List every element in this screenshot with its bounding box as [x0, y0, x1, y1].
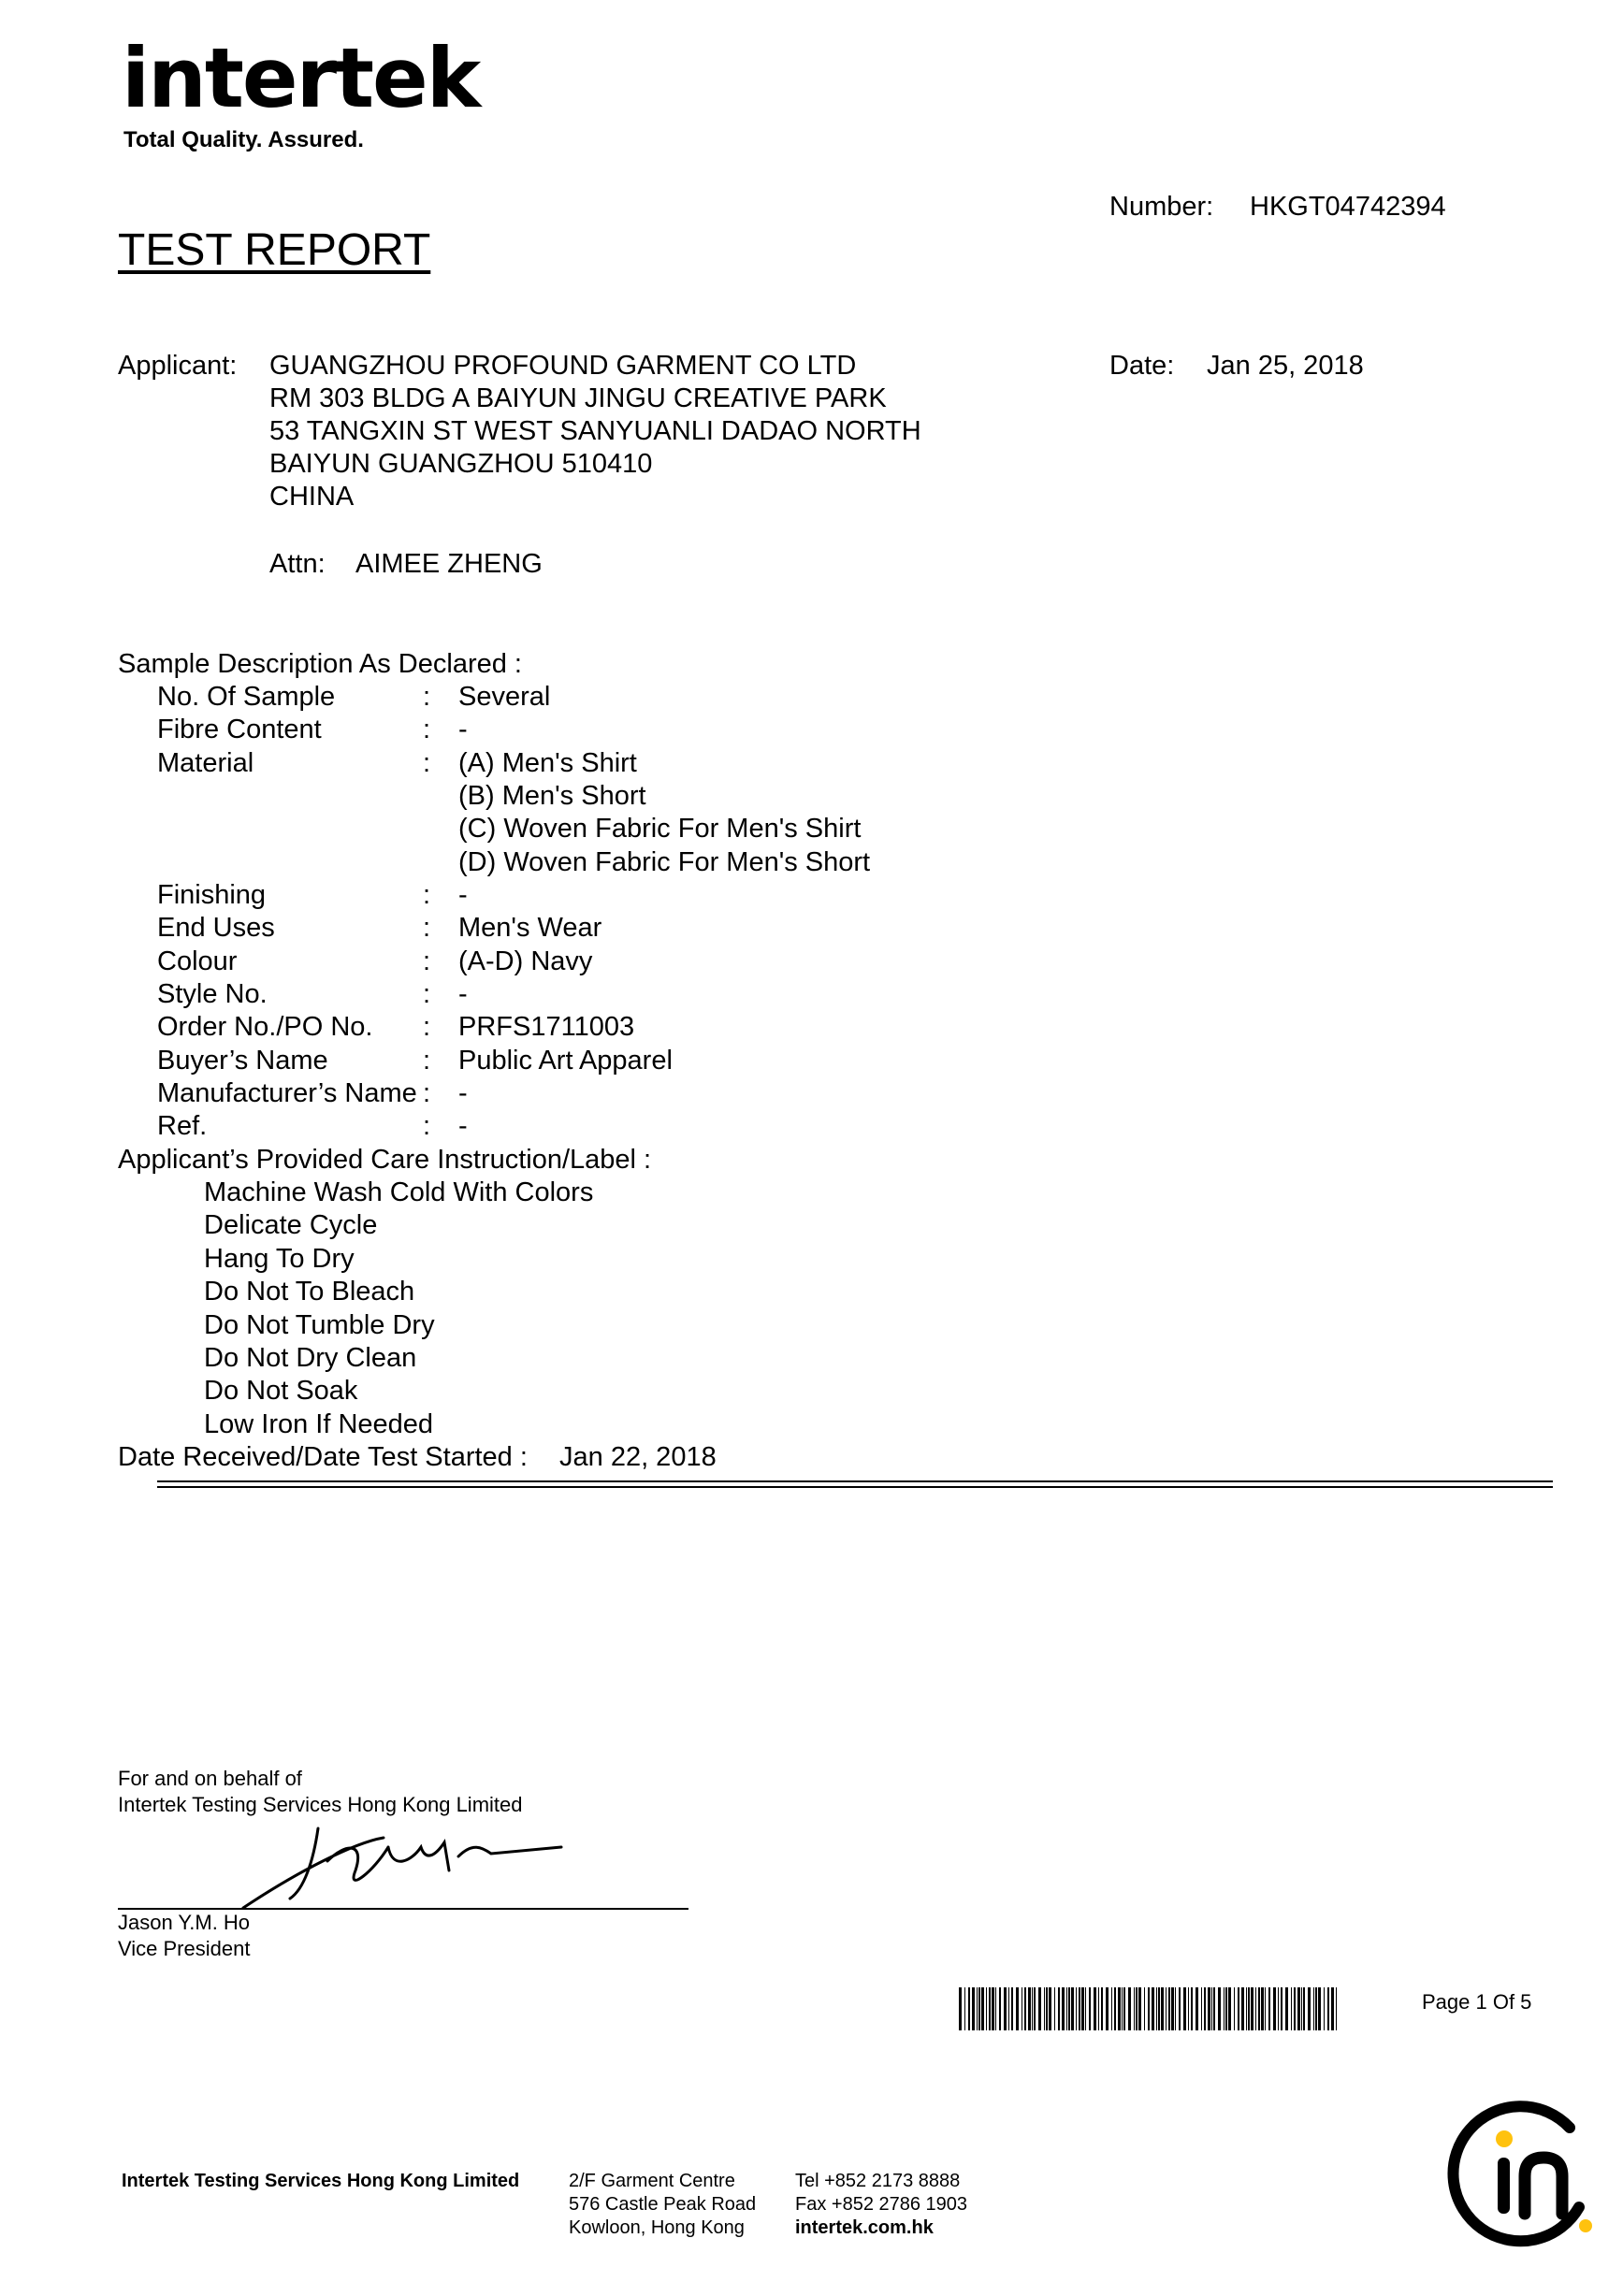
sample-value: (C) Woven Fabric For Men's Shirt	[458, 814, 862, 844]
date-received-label: Date Received/Date Test Started :	[118, 1442, 528, 1472]
intertek-logo: intertek	[122, 30, 480, 126]
footer-tel: Tel +852 2173 8888	[795, 2171, 961, 2191]
sample-label: Manufacturer’s Name	[157, 1078, 417, 1108]
sample-value: (A) Men's Shirt	[458, 748, 637, 778]
footer-web: intertek.com.hk	[795, 2217, 934, 2238]
footer-address-line: Kowloon, Hong Kong	[569, 2217, 745, 2238]
divider	[157, 1480, 1553, 1482]
sample-label: Buyer’s Name	[157, 1046, 328, 1076]
sample-value: Men's Wear	[458, 913, 602, 943]
sample-label: Fibre Content	[157, 715, 322, 744]
sample-value: -	[458, 979, 468, 1009]
emblem-dot	[1579, 2219, 1592, 2232]
date-received-value: Jan 22, 2018	[559, 1442, 717, 1472]
emblem-dot	[1496, 2130, 1513, 2147]
footer-company: Intertek Testing Services Hong Kong Limited	[122, 2171, 520, 2191]
care-item: Machine Wash Cold With Colors	[204, 1177, 594, 1207]
sample-value: -	[458, 1078, 468, 1108]
sample-value: Several	[458, 682, 551, 712]
attn-label: Attn:	[269, 549, 326, 579]
sample-heading: Sample Description As Declared :	[118, 649, 522, 679]
sample-label: Material	[157, 748, 254, 778]
care-item: Hang To Dry	[204, 1244, 355, 1274]
care-item: Low Iron If Needed	[204, 1409, 434, 1439]
care-item: Do Not Dry Clean	[204, 1343, 417, 1373]
care-item: Do Not Tumble Dry	[204, 1310, 435, 1340]
barcode-image	[959, 1987, 1342, 2030]
applicant-address	[269, 350, 921, 513]
sample-label: Ref.	[157, 1111, 208, 1141]
care-heading: Applicant’s Provided Care Instruction/Label :	[118, 1145, 652, 1175]
applicant-line: CHINA	[269, 482, 355, 512]
behalf-company: Intertek Testing Services Hong Kong Limited	[118, 1793, 523, 1816]
applicant-line: 53 TANGXIN ST WEST SANYUANLI DADAO NORTH	[269, 416, 921, 446]
sample-label: No. Of Sample	[157, 682, 336, 712]
applicant-line: RM 303 BLDG A BAIYUN JINGU CREATIVE PARK	[269, 383, 887, 413]
footer-contact	[795, 2170, 967, 2240]
sample-label: End Uses	[157, 913, 275, 943]
sample-label: Order No./PO No.	[157, 1012, 373, 1042]
applicant-label: Applicant:	[118, 351, 238, 381]
sample-value: (A-D) Navy	[458, 946, 593, 976]
signature-image	[225, 1805, 571, 1917]
date-label: Date:	[1109, 351, 1175, 381]
sample-value: (D) Woven Fabric For Men's Short	[458, 847, 871, 877]
sample-value: (B) Men's Short	[458, 781, 646, 811]
sample-label: Style No.	[157, 979, 268, 1009]
sample-value: PRFS1711003	[458, 1012, 635, 1042]
intertek-emblem-icon	[1439, 2090, 1598, 2249]
sample-value: -	[458, 880, 468, 910]
divider	[157, 1486, 1553, 1488]
signatory-name: Jason Y.M. Ho	[118, 1911, 251, 1934]
care-item: Do Not To Bleach	[204, 1277, 415, 1307]
applicant-line: BAIYUN GUANGZHOU 510410	[269, 449, 653, 479]
sample-value: -	[458, 1111, 468, 1141]
care-item: Delicate Cycle	[204, 1210, 378, 1240]
attn-value: AIMEE ZHENG	[355, 549, 543, 579]
sample-label: Finishing	[157, 880, 267, 910]
footer-address-line: 576 Castle Peak Road	[569, 2194, 757, 2215]
applicant-line: GUANGZHOU PROFOUND GARMENT CO LTD	[269, 351, 857, 381]
date-value: Jan 25, 2018	[1207, 351, 1364, 381]
footer-address	[569, 2170, 756, 2240]
logo-tagline: Total Quality. Assured.	[123, 127, 364, 152]
care-item: Do Not Soak	[204, 1376, 358, 1406]
number-label: Number:	[1109, 192, 1214, 222]
sample-value: -	[458, 715, 468, 744]
sample-label: Colour	[157, 946, 238, 976]
page-number: Page 1 Of 5	[1422, 1990, 1532, 2014]
footer-address-line: 2/F Garment Centre	[569, 2171, 735, 2191]
footer-fax: Fax +852 2786 1903	[795, 2194, 968, 2215]
sample-value: Public Art Apparel	[458, 1046, 673, 1076]
report-title: TEST REPORT	[118, 225, 431, 275]
behalf-line: For and on behalf of	[118, 1767, 302, 1790]
signatory-title: Vice President	[118, 1937, 251, 1960]
number-value: HKGT04742394	[1250, 192, 1446, 222]
